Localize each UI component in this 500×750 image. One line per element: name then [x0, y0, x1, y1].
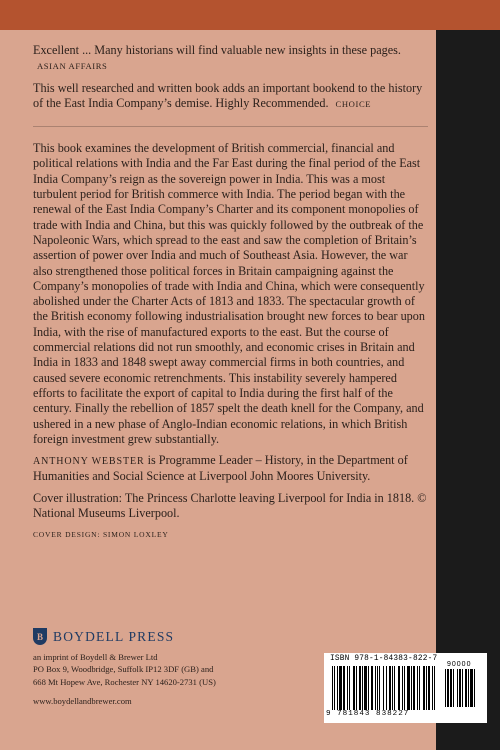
- cover-design-credit: COVER DESIGN: SIMON LOXLEY: [33, 530, 169, 540]
- author-bio: [33, 453, 428, 485]
- spine-edge-bar: [436, 30, 500, 750]
- review-text: This well researched and written book adds an important bookend to the history of the East India Company’s demise. Highly Recommended.: [33, 80, 423, 110]
- isbn-barcode: [324, 653, 487, 723]
- price-addon-number: 90000: [447, 661, 472, 668]
- review-source: ASIAN AFFAIRS: [37, 61, 108, 72]
- ean-barcode-bars: [332, 666, 440, 710]
- publisher-name: BOYDELL PRESS: [53, 628, 175, 644]
- publisher-address-line: PO Box 9, Woodbridge, Suffolk IP12 3DF (GB) and: [33, 664, 214, 675]
- publisher-imprint-line: an imprint of Boydell & Brewer Ltd: [33, 652, 158, 662]
- author-name: ANTHONY WEBSTER: [33, 456, 145, 468]
- isbn-label: ISBN 978-1-84383-822-7: [330, 655, 438, 663]
- author-bio-text: is Programme Leader – History, in the Department of Humanities and Social Science at Liverpool John Moores University.: [33, 453, 408, 484]
- publisher-address: [33, 651, 293, 688]
- addon-barcode-bars: [445, 669, 481, 707]
- publisher-address-line: 668 Mt Hopew Ave, Rochester NY 14620-2731 (US): [33, 676, 216, 687]
- review-text: Excellent ... Many historians will find valuable new insights in these pages.: [33, 43, 401, 57]
- review-quote: [33, 43, 428, 75]
- book-blurb: This book examines the development of British commercial, financial and political relations with India and the Far East during the final period of the East India Company’s reign as the sovereign power in India. This was a most turbulent period for British commerce with India. The period began with the renewal of the East India Company’s Charter and its component monopolies of trade with India and China, but this was quickly followed by the outbreak of the Napoleonic Wars, which spread to the east and saw the completion of Britain’s assertion of power over India and much of Southeast Asia. However, the war also strengthened those political forces in Britain campaigning against the Company’s monopolies of trade with India and China, which were consequently abolished under the Charter Acts of 1813 and 1833. The spectacular growth of the British economy following industrialisation brought new forces to bear upon India, with the rise of manufactured exports to the east. But the course of commercial relations did not run smoothly, and economic crises in Britain and India in 1833 and 1848 swept away commercial firms in both countries, and caused severe economic retrenchments. This instability severely hampered efforts to facilitate the export of capital to India during the first half of the century. Finally the rebellion of 1857 spelt the death knell for the Company, and ushered in a new phase of Anglo-Indian economic relations, in which British foreign investment grew substantially.: [33, 141, 425, 446]
- top-color-band: [0, 0, 500, 30]
- publisher-logo: [33, 628, 293, 645]
- review-source: CHOICE: [335, 98, 372, 109]
- back-cover-text: [33, 43, 428, 543]
- boydell-shield-icon: B: [33, 628, 47, 645]
- divider: [33, 126, 428, 127]
- review-quote: [33, 81, 428, 113]
- cover-illustration-credit: Cover illustration: The Princess Charlotte leaving Liverpool for India in 1818. © National Museums Liverpool.: [33, 490, 427, 521]
- ean-number: 9 781843 838227: [326, 710, 410, 718]
- publisher-url: www.boydellandbrewer.com: [33, 695, 132, 706]
- publisher-block: [33, 628, 293, 706]
